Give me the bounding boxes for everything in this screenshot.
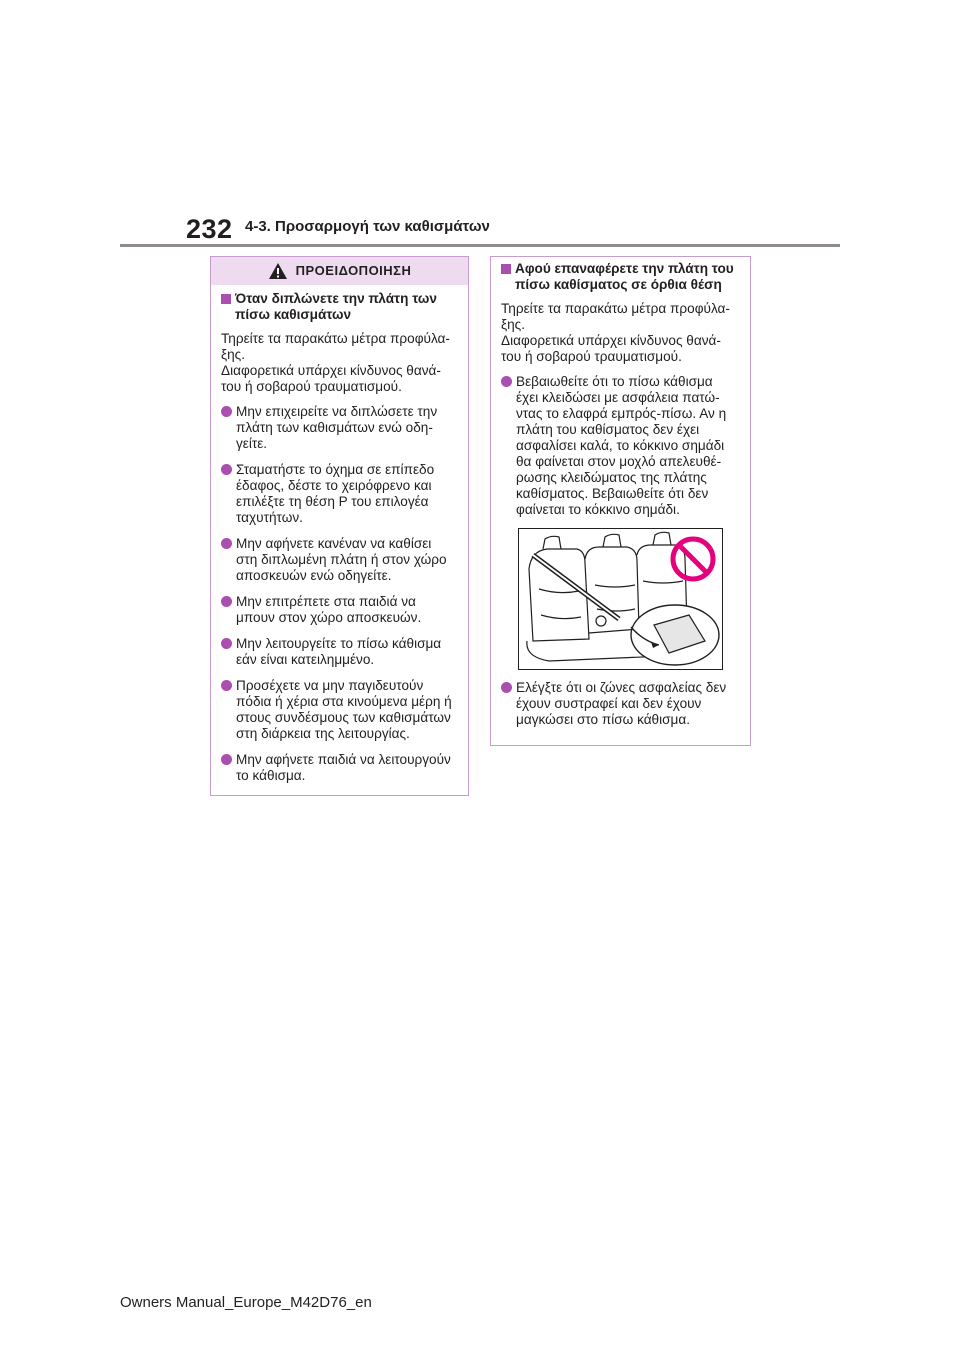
square-bullet-icon — [501, 264, 511, 274]
list-item — [221, 536, 458, 584]
list-item-text: Σταματήστε το όχημα σε επίπεδο έδαφος, δέστε το χειρόφρενο και επιλέξτε τη θέση P του επιλογέα ταχυτήτων. — [236, 462, 435, 525]
round-bullet-icon — [501, 376, 512, 387]
subheading-folding — [221, 291, 458, 323]
section-title: 4-3. Προσαρμογή των καθισμάτων — [245, 218, 490, 235]
page-number: 232 — [186, 214, 233, 244]
list-item-text: Μην αφήνετε παιδιά να λειτουργούν το κάθισμα. — [236, 752, 451, 783]
rear-seat-illustration — [518, 528, 723, 670]
list-item-text: Μην επιτρέπετε στα παιδιά να μπουν στον χώρο αποσκευών. — [236, 594, 422, 625]
footer-text: Owners Manual_Europe_M42D76_en — [120, 1294, 372, 1311]
round-bullet-icon — [501, 682, 512, 693]
warning-triangle-icon — [268, 262, 288, 280]
list-item — [221, 462, 458, 526]
intro-text: Τηρείτε τα παρακάτω μέτρα προφύλα- ξης. Διαφορετικά υπάρχει κίνδυνος θανά- του ή σοβαρού τραυματισμού. — [501, 301, 730, 364]
subheading-text: Όταν διπλώνετε την πλάτη των πίσω καθισμάτων — [235, 291, 437, 322]
list-item — [221, 752, 458, 784]
intro-text: Τηρείτε τα παρακάτω μέτρα προφύλα- ξης. Διαφορετικά υπάρχει κίνδυνος θανά- του ή σοβαρού τραυματισμού. — [221, 331, 450, 394]
list-item-text: Μην επιχειρείτε να διπλώσετε την πλάτη των καθισμάτων ενώ οδη- γείτε. — [236, 404, 438, 451]
list-item — [501, 680, 740, 728]
warning-label: ΠΡΟΕΙΔΟΠΟΙΗΣΗ — [295, 263, 412, 278]
prohibition-icon — [673, 539, 713, 579]
list-item — [501, 374, 740, 518]
list-item-text: Μην λειτουργείτε το πίσω κάθισμα εάν είναι κατειλημμένο. — [236, 636, 442, 667]
round-bullet-icon — [221, 538, 232, 549]
list-item — [221, 678, 458, 742]
list-item — [221, 594, 458, 626]
round-bullet-icon — [221, 638, 232, 649]
warning-panel — [210, 256, 469, 796]
round-bullet-icon — [221, 596, 232, 607]
upright-seat-panel — [490, 256, 751, 746]
list-item-text: Προσέχετε να μην παγιδευτούν πόδια ή χέρια στα κινούμενα μέρη ή στους συνδέσμους των καθισμάτων στη διάρκεια της λειτουργίας. — [236, 678, 452, 741]
list-item-text: Μην αφήνετε κανέναν να καθίσει στη διπλωμένη πλάτη ή στον χώρο αποσκευών ενώ οδηγείτε. — [236, 536, 447, 583]
list-item-text: Ελέγξτε ότι οι ζώνες ασφαλείας δεν έχουν συστραφεί και δεν έχουν μαγκώσει στο πίσω κάθισμα. — [516, 680, 727, 727]
round-bullet-icon — [221, 754, 232, 765]
round-bullet-icon — [221, 406, 232, 417]
square-bullet-icon — [221, 294, 231, 304]
round-bullet-icon — [221, 464, 232, 475]
list-item-text: Βεβαιωθείτε ότι το πίσω κάθισμα έχει κλειδώσει με ασφάλεια πατώ- ντας το ελαφρά εμπρός-πίσω. Αν η πλάτη του καθίσματος δεν έχει ασφαλίσει καλά, το κόκκινο σημάδι θα φαίνεται στον μοχλό απελευθέ- ρωσης κλειδώματος της πλάτης καθίσματος. Βεβαιωθείτε ότι δεν φαίνεται το κόκκινο σημάδι. — [516, 374, 727, 517]
subheading-upright — [501, 261, 740, 293]
warning-header — [211, 257, 468, 285]
list-item — [221, 636, 458, 668]
list-item — [221, 404, 458, 452]
round-bullet-icon — [221, 680, 232, 691]
header-divider — [120, 244, 840, 247]
subheading-text: Αφού επαναφέρετε την πλάτη του πίσω καθίσματος σε όρθια θέση — [515, 261, 734, 292]
